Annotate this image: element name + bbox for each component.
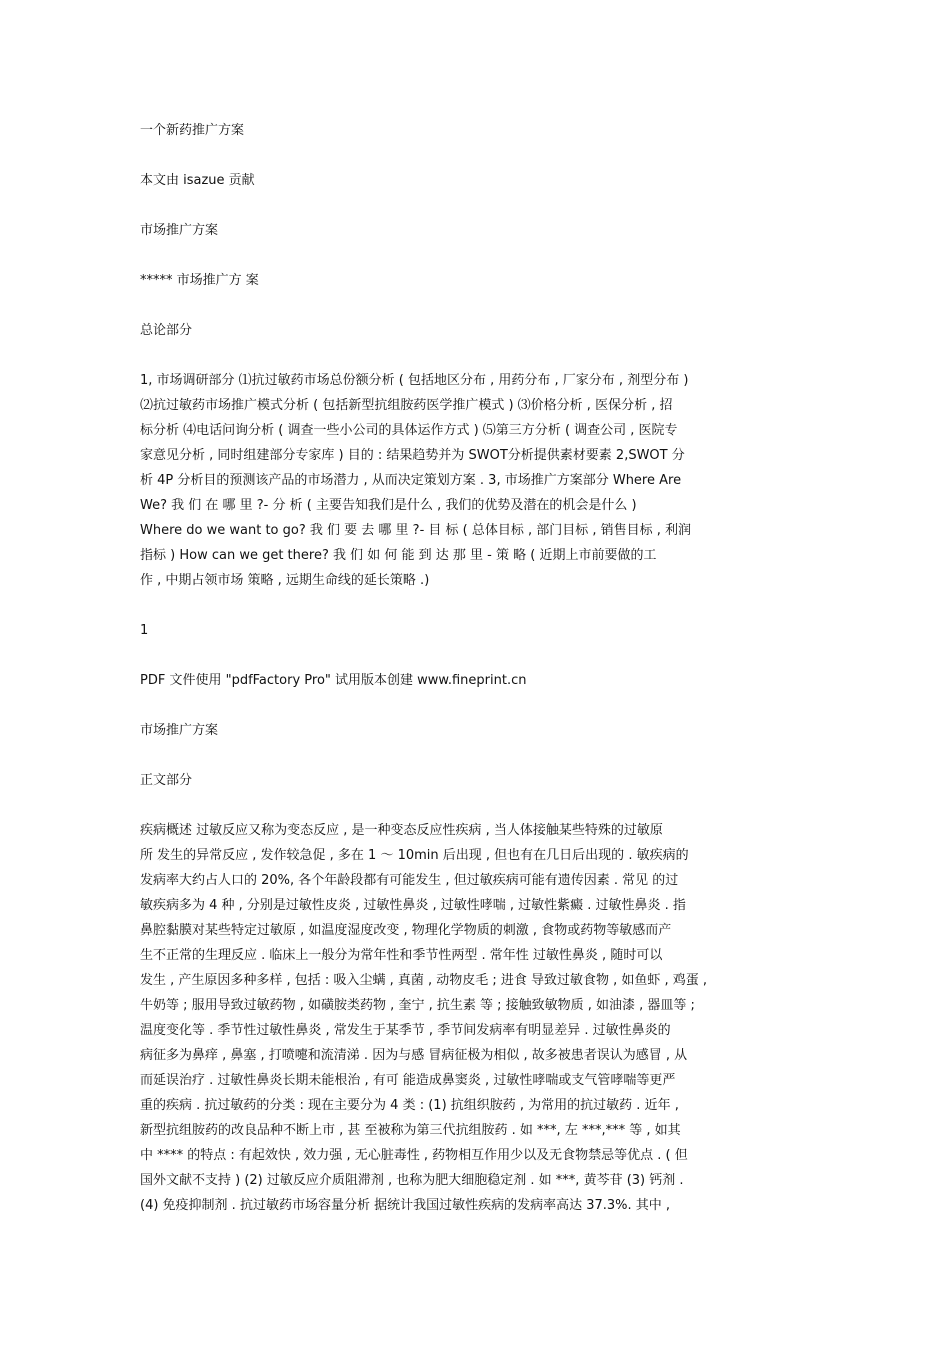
paragraph-line: 重的疾病 . 抗过敏药的分类 : 现在主要分为 4 类 : (1) 抗组织胺药 , 为常用的抗过敏药 . 近年 , [140, 1098, 679, 1113]
paragraph-line: 析 4P 分析目的预测该产品的市场潜力 , 从而决定策划方案 . 3, 市场推广方案部分 Where Are [140, 473, 682, 488]
paragraph-line: 标分析 ⑷电话问询分析 ( 调查一些小公司的具体运作方式 ) ⑸第三方分析 ( 调查公司 , 医院专 [140, 423, 678, 438]
paragraph-line: 鼻腔黏膜对某些特定过敏原 , 如温度湿度改变 , 物理化学物质的刺激 , 食物或药物等敏感而产 [140, 923, 672, 938]
paragraph-line: 国外文献不支持 ) (2) 过敏反应介质阻滞剂 , 也称为肥大细胞稳定剂 . 如 ***, 黄芩苷 (3) 钙剂 . [140, 1173, 684, 1188]
subtitle: ***** 市场推广方 案 [140, 273, 259, 288]
paragraph-line: 1, 市场调研部分 ⑴抗过敏药市场总份额分析 ( 包括地区分布 , 用药分布 , 厂家分布 , 剂型分布 ) [140, 373, 689, 388]
section-heading-repeat: 市场推广方案 [140, 723, 219, 738]
section-heading: 市场推广方案 [140, 223, 219, 238]
contributor-line: 本文由 isazue 贡献 [140, 173, 255, 188]
paragraph-line: 家意见分析 , 同时组建部分专家库 ) 目的 : 结果趋势并为 SWOT分析提供素材要素 2,SWOT 分 [140, 448, 685, 463]
paragraph-line: 生不正常的生理反应 . 临床上一般分为常年性和季节性两型 . 常年性 过敏性鼻炎 , 随时可以 [140, 948, 663, 963]
paragraph-line: 温度变化等 . 季节性过敏性鼻炎 , 常发生于某季节 , 季节间发病率有明显差异 . 过敏性鼻炎的 [140, 1023, 671, 1038]
body-heading: 正文部分 [140, 773, 193, 788]
general-heading: 总论部分 [140, 323, 193, 338]
paragraph-line: 发生 , 产生原因多种多样 , 包括 : 吸入尘螨 , 真菌 , 动物皮毛 ; 进食 导致过敏食物 , 如鱼虾 , 鸡蛋 , [140, 973, 708, 988]
document-title: 一个新药推广方案 [140, 123, 245, 138]
page-number: 1 [140, 623, 149, 638]
paragraph-line: 作 , 中期占领市场 策略 , 远期生命线的延长策略 .) [140, 573, 430, 588]
paragraph-disease [140, 818, 812, 1218]
paragraph-line: 中 **** 的特点 : 有起效快 , 效力强 , 无心脏毒性 , 药物相互作用少以及无食物禁忌等优点 . ( 但 [140, 1148, 688, 1163]
document-page [140, 118, 812, 1218]
pdf-footer: PDF 文件使用 "pdfFactory Pro" 试用版本创建 www.fineprint.cn [140, 673, 527, 688]
paragraph-line: We? 我 们 在 哪 里 ?- 分 析 ( 主要告知我们是什么 , 我们的优势及潜在的机会是什么 ) [140, 498, 637, 513]
paragraph-overview [140, 368, 812, 593]
paragraph-line: 牛奶等 ; 服用导致过敏药物 , 如磺胺类药物 , 奎宁 , 抗生素 等 ; 接触致敏物质 , 如油漆 , 器皿等 ; [140, 998, 695, 1013]
paragraph-line: 新型抗组胺药的改良品种不断上市 , 甚 至被称为第三代抗组胺药 . 如 ***, 左 ***,*** 等 , 如其 [140, 1123, 681, 1138]
paragraph-line: 敏疾病多为 4 种 , 分别是过敏性皮炎 , 过敏性鼻炎 , 过敏性哮喘 , 过敏性紫癜 . 过敏性鼻炎 . 指 [140, 898, 686, 913]
paragraph-line: 疾病概述 过敏反应又称为变态反应 , 是一种变态反应性疾病 , 当人体接触某些特殊的过敏原 [140, 823, 663, 838]
paragraph-line: 发病率大约占人口的 20%, 各个年龄段都有可能发生 , 但过敏疾病可能有遗传因素 . 常见 的过 [140, 873, 679, 888]
paragraph-line: 而延误治疗 . 过敏性鼻炎长期未能根治 , 有可 能造成鼻窦炎 , 过敏性哮喘或支气管哮喘等更严 [140, 1073, 676, 1088]
paragraph-line: 病征多为鼻痒 , 鼻塞 , 打喷嚏和流清涕 . 因为与感 冒病征极为相似 , 故多被患者误认为感冒 , 从 [140, 1048, 688, 1063]
paragraph-line: 指标 ) How can we get there? 我 们 如 何 能 到 达 那 里 - 策 略 ( 近期上市前要做的工 [140, 548, 657, 563]
paragraph-line: (4) 免疫抑制剂 . 抗过敏药市场容量分析 据统计我国过敏性疾病的发病率高达 37.3%. 其中 , [140, 1198, 671, 1213]
paragraph-line: 所 发生的异常反应 , 发作较急促 , 多在 1 ～ 10min 后出现 , 但也有在几日后出现的 . 敏疾病的 [140, 848, 689, 863]
paragraph-line: Where do we want to go? 我 们 要 去 哪 里 ?- 目 标 ( 总体目标 , 部门目标 , 销售目标 , 利润 [140, 523, 692, 538]
paragraph-line: ⑵抗过敏药市场推广模式分析 ( 包括新型抗组胺药医学推广模式 ) ⑶价格分析 , 医保分析 , 招 [140, 398, 673, 413]
